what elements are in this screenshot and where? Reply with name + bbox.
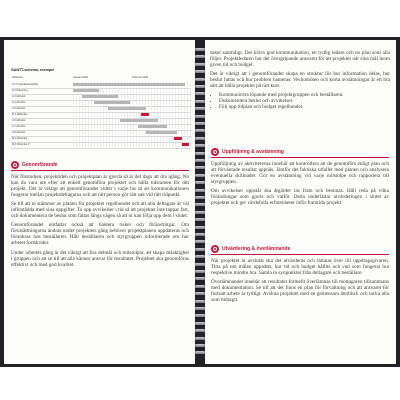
spiral-ring bbox=[195, 78, 205, 81]
spiral-ring bbox=[195, 344, 205, 347]
spiral-ring bbox=[195, 300, 205, 303]
spiral-ring bbox=[195, 174, 205, 177]
spiral-ring bbox=[195, 166, 205, 169]
spiral-ring bbox=[195, 351, 205, 354]
gantt-row bbox=[11, 88, 191, 93]
spiral-ring bbox=[195, 337, 205, 340]
gantt-row-label: A 8 Aktivitet bbox=[12, 130, 26, 134]
spiral-ring bbox=[195, 240, 205, 243]
gantt-chart bbox=[11, 75, 191, 153]
section-bullet-icon bbox=[11, 161, 19, 169]
section-bullet-icon bbox=[211, 245, 219, 253]
spiral-ring bbox=[195, 218, 205, 221]
section-bullet-icon bbox=[211, 148, 219, 156]
section-underline bbox=[211, 254, 389, 255]
gantt-bar bbox=[82, 95, 117, 98]
gantt-grid bbox=[73, 82, 191, 87]
spiral-ring bbox=[195, 63, 205, 66]
gantt-grid bbox=[73, 88, 191, 93]
gantt-grid bbox=[73, 124, 191, 129]
gantt-row bbox=[11, 142, 191, 147]
spiral-ring bbox=[195, 159, 205, 162]
spiral-ring bbox=[195, 255, 205, 258]
gantt-row bbox=[11, 118, 191, 123]
paragraph: Uppföljning av aktiviteterna innebär att kontrollera att de genomförs enligt plan och att förväntade resultat uppnås. Jämför det faktiska utfallet med planen och analysera eventuella skillnader. Gör en avstämning vid varje milstolpe och rapportera till styrgruppen. bbox=[211, 161, 389, 186]
gantt-row bbox=[11, 82, 191, 87]
gantt-bar bbox=[108, 107, 146, 110]
gantt-row bbox=[11, 100, 191, 105]
gantt-grid bbox=[73, 136, 191, 141]
spiral-ring bbox=[195, 307, 205, 310]
spiral-ring bbox=[195, 314, 205, 317]
gantt-row-label: A 6 Aktivitet bbox=[12, 118, 26, 122]
gantt-grid bbox=[73, 100, 191, 105]
gantt-row-label: M 3 Milstolpe 3 bbox=[12, 142, 30, 146]
spiral-ring bbox=[195, 233, 205, 236]
gantt-row-label: A 5 Aktivitet bbox=[12, 106, 26, 110]
gantt-bar bbox=[141, 113, 148, 116]
gantt-bar bbox=[94, 101, 129, 104]
section-underline bbox=[11, 170, 189, 171]
spiral-ring bbox=[195, 115, 205, 118]
gantt-row bbox=[11, 106, 191, 111]
spiral-ring bbox=[195, 85, 205, 88]
spiral-ring bbox=[195, 100, 205, 103]
gantt-month-2: Februari 2024 bbox=[132, 75, 149, 79]
gantt-bar bbox=[174, 137, 181, 140]
section-title: Genomförande bbox=[22, 161, 58, 168]
gantt-grid bbox=[73, 112, 191, 117]
gantt-bar bbox=[182, 143, 189, 146]
spiral-ring bbox=[195, 48, 205, 51]
gantt-row-label: M 2 Milstolpe bbox=[12, 136, 28, 140]
section-title: Uppföljning & avstämning bbox=[222, 148, 284, 155]
gantt-grid bbox=[73, 106, 191, 111]
uppfoljning-text bbox=[211, 161, 389, 238]
paragraph: Se till att ni stämmer av planen för projektet regelbundet och att alla deltagare är väl införstådda med sina uppgifter. Ta upp avvikelser i tid så att projektet inte tappar fart, och dokumentera de beslut som fattas längs vägen så att ni kan följa upp dem i slutet. bbox=[11, 201, 189, 220]
gantt-row bbox=[11, 136, 191, 141]
gantt-row-label: A 2 Planering bbox=[12, 88, 28, 92]
spiral-binding bbox=[195, 48, 205, 358]
paragraph: Om avvikelser uppstår ska åtgärder tas fram och beslutas. Håll reda på vilka förändringar som gjorts och varför. Detta underlättar utvärderingen i slutet av projektet och ger värdefulla erfarenheter inför framtida projekt. bbox=[211, 188, 389, 207]
list-item: • Kommunicera löpande med projektgruppen och beställaren. bbox=[219, 92, 390, 98]
spiral-ring bbox=[195, 277, 205, 280]
section-header-utvardering bbox=[211, 244, 290, 253]
spiral-ring bbox=[195, 181, 205, 184]
list-item: • Dokumentera beslut och avvikelser. bbox=[219, 98, 390, 104]
gantt-row-label: A 7 Aktivitet bbox=[12, 124, 26, 128]
gantt-row-label: M 1 Milstolpe bbox=[12, 112, 28, 116]
spiral-ring bbox=[195, 248, 205, 251]
spiral-ring bbox=[195, 292, 205, 295]
spiral-ring bbox=[195, 196, 205, 199]
spiral-ring bbox=[195, 211, 205, 214]
gantt-grid bbox=[73, 94, 191, 99]
spiral-ring bbox=[195, 226, 205, 229]
gantt-row bbox=[11, 130, 191, 135]
gantt-grid bbox=[73, 118, 191, 123]
spiral-ring bbox=[195, 152, 205, 155]
gantt-bar bbox=[120, 119, 158, 122]
section-title: Utvärdering & överlämnande bbox=[222, 245, 291, 252]
section-underline bbox=[211, 157, 389, 158]
spiral-ring bbox=[195, 203, 205, 206]
section-header-genomforande bbox=[11, 160, 58, 169]
gantt-row bbox=[11, 124, 191, 129]
gantt-title: GANTT-schema, exempel bbox=[11, 68, 55, 72]
spiral-ring bbox=[195, 137, 205, 140]
gantt-header-label: Aktiviteter bbox=[12, 75, 24, 79]
gantt-header bbox=[11, 75, 191, 80]
gantt-row-label: A 4 Aktivitet bbox=[12, 100, 26, 104]
spiral-ring bbox=[195, 122, 205, 125]
paragraph: Genomförandet omfattar också att hantera risker och förändringar. Om förutsättningarna ändras under projektets gång behöver projektplanen uppdateras och förankras hos beställaren. Håll beställaren och styrgruppen informerade om hur arbetet fortskrider. bbox=[11, 222, 189, 247]
gantt-bar bbox=[73, 83, 185, 86]
spiral-ring bbox=[195, 322, 205, 325]
spiral-ring bbox=[195, 107, 205, 110]
paragraph: saker samtidigt. Det krävs god kommunikation, en tydlig ledare och en plan som alla följer. Projektledaren har det övergripande ansvaret för att projektet når sina mål inom given tid och budget. bbox=[210, 50, 390, 69]
gantt-bar bbox=[138, 125, 168, 128]
paragraph: När projektet är avslutat ska det utvärderas och lämnas över till uppdragsgivaren. Titta på om målen uppnåtts, hur tid och budget hållits och vad som fungerat bra respektive mindre bra. Samla in synpunkter från deltagare och beställare. bbox=[211, 258, 389, 277]
gantt-row bbox=[11, 94, 191, 99]
paragraph: Överlämnandet innebär att resultatet formellt överlämnas till mottagaren tillsammans med dokumentation. Se till att det finns en plan för förvaltning och att ansvaret för fortsatt arbete är tydligt. Avsluta projektet med en gemensam återblick och tacka alla som bidragit. bbox=[211, 279, 389, 304]
spiral-ring bbox=[195, 55, 205, 58]
paragraph: Under arbetets gång är det viktigt att fira delmål och milstolpar, att skapa delaktighet i gruppen och att se till att alla känner ansvar för resultatet. Projektet ska genomföras effektivt och med god kvalitet. bbox=[11, 249, 189, 268]
spiral-ring bbox=[195, 92, 205, 95]
spiral-ring bbox=[195, 189, 205, 192]
spiral-ring bbox=[195, 144, 205, 147]
section-header-uppfoljning bbox=[211, 147, 284, 156]
spiral-ring bbox=[195, 329, 205, 332]
paragraph: Det är viktigt att i genomförandet skapa en struktur för hur information delas, hur beslut fattas och hur problem hanteras. Veckomöten och korta avstämningar är ett bra sätt att hålla projektet på rätt kurs. bbox=[210, 71, 390, 90]
gantt-row bbox=[11, 112, 191, 117]
spiral-ring bbox=[195, 129, 205, 132]
spiral-ring bbox=[195, 263, 205, 266]
list-item: • Följ upp tidplan och budget regelbundet. bbox=[219, 104, 390, 110]
gantt-month-1: Januari 2024 bbox=[73, 75, 88, 79]
gantt-bar bbox=[73, 89, 99, 92]
spiral-ring bbox=[195, 285, 205, 288]
spiral-ring bbox=[195, 270, 205, 273]
paragraph: När förstudien, projektidén och projektplan är gjorda så är det dags att dra igång. Nu kan du vara ute efter att enkelt genomföra projektet och hålla tidsramen för ditt projekt. Det är viktigt att genomförandet vidtar i varje fas så att kommunikationen fungerar mellan projektdeltagarna och att rätt person gör rätt sak vid rätt tidpunkt. bbox=[11, 174, 189, 199]
gantt-row-label: A 1 Projektledning/Mgt bbox=[12, 82, 38, 86]
gantt-bar bbox=[146, 131, 177, 134]
gantt-row-label: A 3 Aktivitet bbox=[12, 94, 26, 98]
spiral-ring bbox=[195, 70, 205, 73]
utvardering-text bbox=[211, 258, 389, 360]
gantt-grid bbox=[73, 142, 191, 147]
gantt-grid bbox=[73, 130, 191, 135]
left-body-text bbox=[11, 174, 189, 360]
bullet-list bbox=[210, 92, 390, 110]
